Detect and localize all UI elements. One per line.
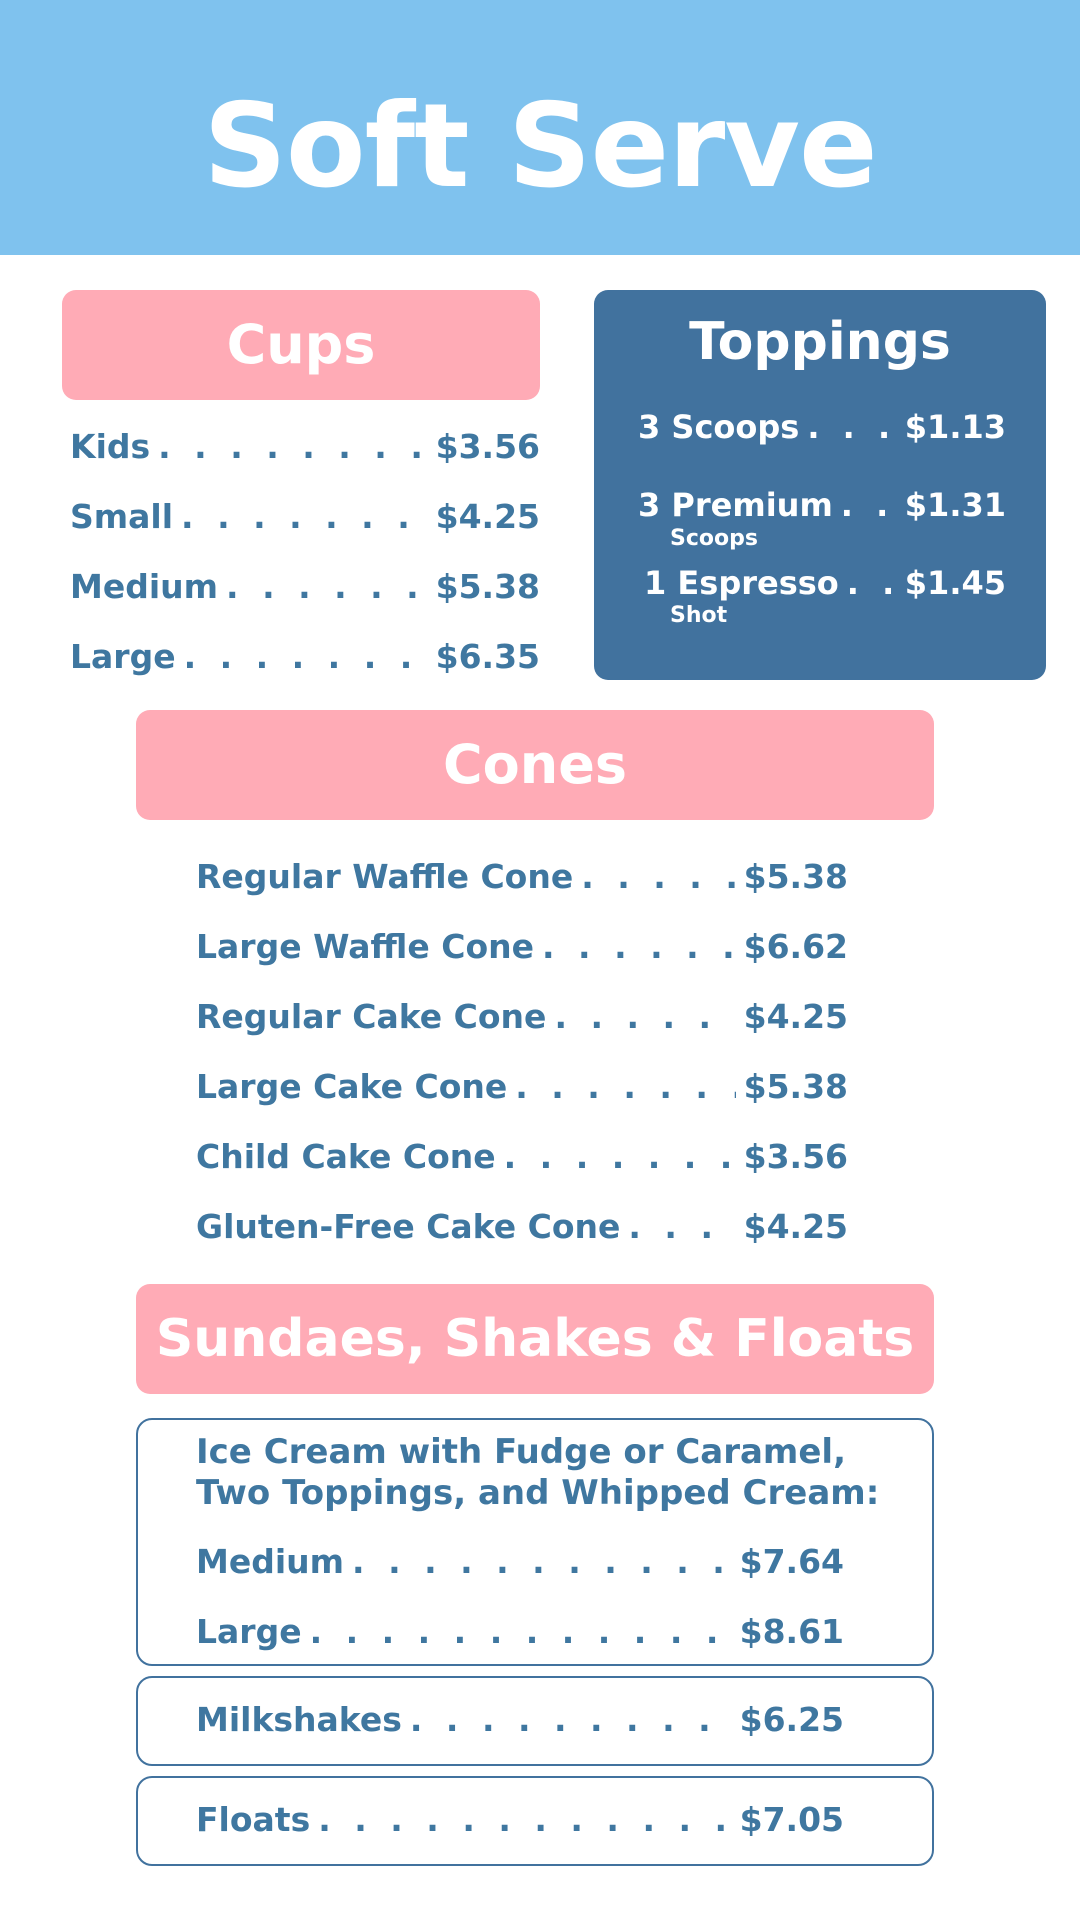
sundaes-item bbox=[196, 1542, 844, 1582]
dot-leader bbox=[410, 1700, 732, 1740]
dot-leader bbox=[628, 1207, 735, 1247]
toppings-panel bbox=[594, 290, 1046, 680]
dot-leader bbox=[554, 997, 735, 1037]
item-name: Regular Cake Cone bbox=[196, 997, 547, 1036]
item-price: $6.25 bbox=[739, 1700, 844, 1739]
dot-leader bbox=[226, 567, 428, 607]
sundaes-heading: Sundaes, Shakes & Floats bbox=[155, 1309, 915, 1369]
toppings-heading: Toppings bbox=[689, 312, 951, 372]
item-price: $3.56 bbox=[743, 1137, 848, 1176]
cups-heading: Cups bbox=[226, 313, 376, 376]
item-price: $1.31 bbox=[904, 486, 1006, 524]
item-name: 1 Espresso bbox=[644, 564, 839, 602]
item-price: $1.45 bbox=[904, 564, 1006, 602]
dot-leader bbox=[318, 1800, 731, 1840]
item-name: Regular Waffle Cone bbox=[196, 857, 574, 896]
item-name: 3 Scoops bbox=[638, 408, 800, 446]
item-name: Floats bbox=[196, 1800, 311, 1839]
item-price: $4.25 bbox=[435, 497, 540, 536]
item-price: $6.62 bbox=[743, 927, 848, 966]
cones-item bbox=[196, 997, 848, 1037]
dot-leader bbox=[158, 427, 427, 467]
dot-leader bbox=[841, 486, 897, 524]
item-name: Large bbox=[196, 1612, 302, 1651]
item-price: $5.38 bbox=[435, 567, 540, 606]
toppings-item bbox=[638, 408, 1006, 446]
cups-item bbox=[70, 637, 540, 677]
item-subtext: Shot bbox=[670, 603, 728, 628]
dot-leader bbox=[181, 497, 428, 537]
item-name: Large bbox=[70, 637, 176, 676]
dot-leader bbox=[542, 927, 736, 967]
dot-leader bbox=[807, 408, 896, 446]
cones-item bbox=[196, 1067, 848, 1107]
cups-heading-pill bbox=[62, 290, 540, 400]
sundaes-description-line1: Ice Cream with Fudge or Caramel, bbox=[196, 1432, 846, 1472]
item-price: $7.05 bbox=[739, 1800, 844, 1839]
item-price: $5.38 bbox=[743, 1067, 848, 1106]
item-price: $6.35 bbox=[435, 637, 540, 676]
item-name: Child Cake Cone bbox=[196, 1137, 496, 1176]
item-name: Medium bbox=[196, 1542, 345, 1581]
item-name: Milkshakes bbox=[196, 1700, 402, 1739]
item-name: Gluten-Free Cake Cone bbox=[196, 1207, 621, 1246]
item-name: Small bbox=[70, 497, 174, 536]
item-name: Kids bbox=[70, 427, 151, 466]
item-price: $4.25 bbox=[743, 997, 848, 1036]
cones-item bbox=[196, 1137, 848, 1177]
cones-item bbox=[196, 927, 848, 967]
sundaes-description-line2: Two Toppings, and Whipped Cream: bbox=[196, 1473, 880, 1513]
floats-item bbox=[196, 1800, 844, 1840]
toppings-item bbox=[638, 486, 1006, 524]
item-subtext: Scoops bbox=[670, 526, 758, 551]
item-name: Medium bbox=[70, 567, 219, 606]
item-price: $5.38 bbox=[743, 857, 848, 896]
menu-title: Soft Serve bbox=[203, 79, 877, 214]
item-price: $7.64 bbox=[739, 1542, 844, 1581]
cones-heading-pill bbox=[136, 710, 934, 820]
cups-item bbox=[70, 567, 540, 607]
item-price: $1.13 bbox=[904, 408, 1006, 446]
cones-item bbox=[196, 1207, 848, 1247]
item-name: Large Cake Cone bbox=[196, 1067, 508, 1106]
dot-leader bbox=[504, 1137, 736, 1177]
sundaes-heading-pill bbox=[136, 1284, 934, 1394]
milkshakes-item bbox=[196, 1700, 844, 1740]
cones-heading: Cones bbox=[443, 733, 627, 796]
dot-leader bbox=[310, 1612, 732, 1652]
item-price: $8.61 bbox=[739, 1612, 844, 1651]
dot-leader bbox=[352, 1542, 732, 1582]
cups-item bbox=[70, 427, 540, 467]
item-name: 3 Premium bbox=[638, 486, 833, 524]
toppings-item bbox=[644, 564, 1006, 602]
item-name: Large Waffle Cone bbox=[196, 927, 535, 966]
dot-leader bbox=[847, 564, 897, 602]
cups-item bbox=[70, 497, 540, 537]
dot-leader bbox=[184, 637, 428, 677]
sundaes-item bbox=[196, 1612, 844, 1652]
header-banner bbox=[0, 0, 1080, 255]
item-price: $4.25 bbox=[743, 1207, 848, 1246]
dot-leader bbox=[515, 1067, 735, 1107]
dot-leader bbox=[581, 857, 735, 897]
cones-item bbox=[196, 857, 848, 897]
item-price: $3.56 bbox=[435, 427, 540, 466]
